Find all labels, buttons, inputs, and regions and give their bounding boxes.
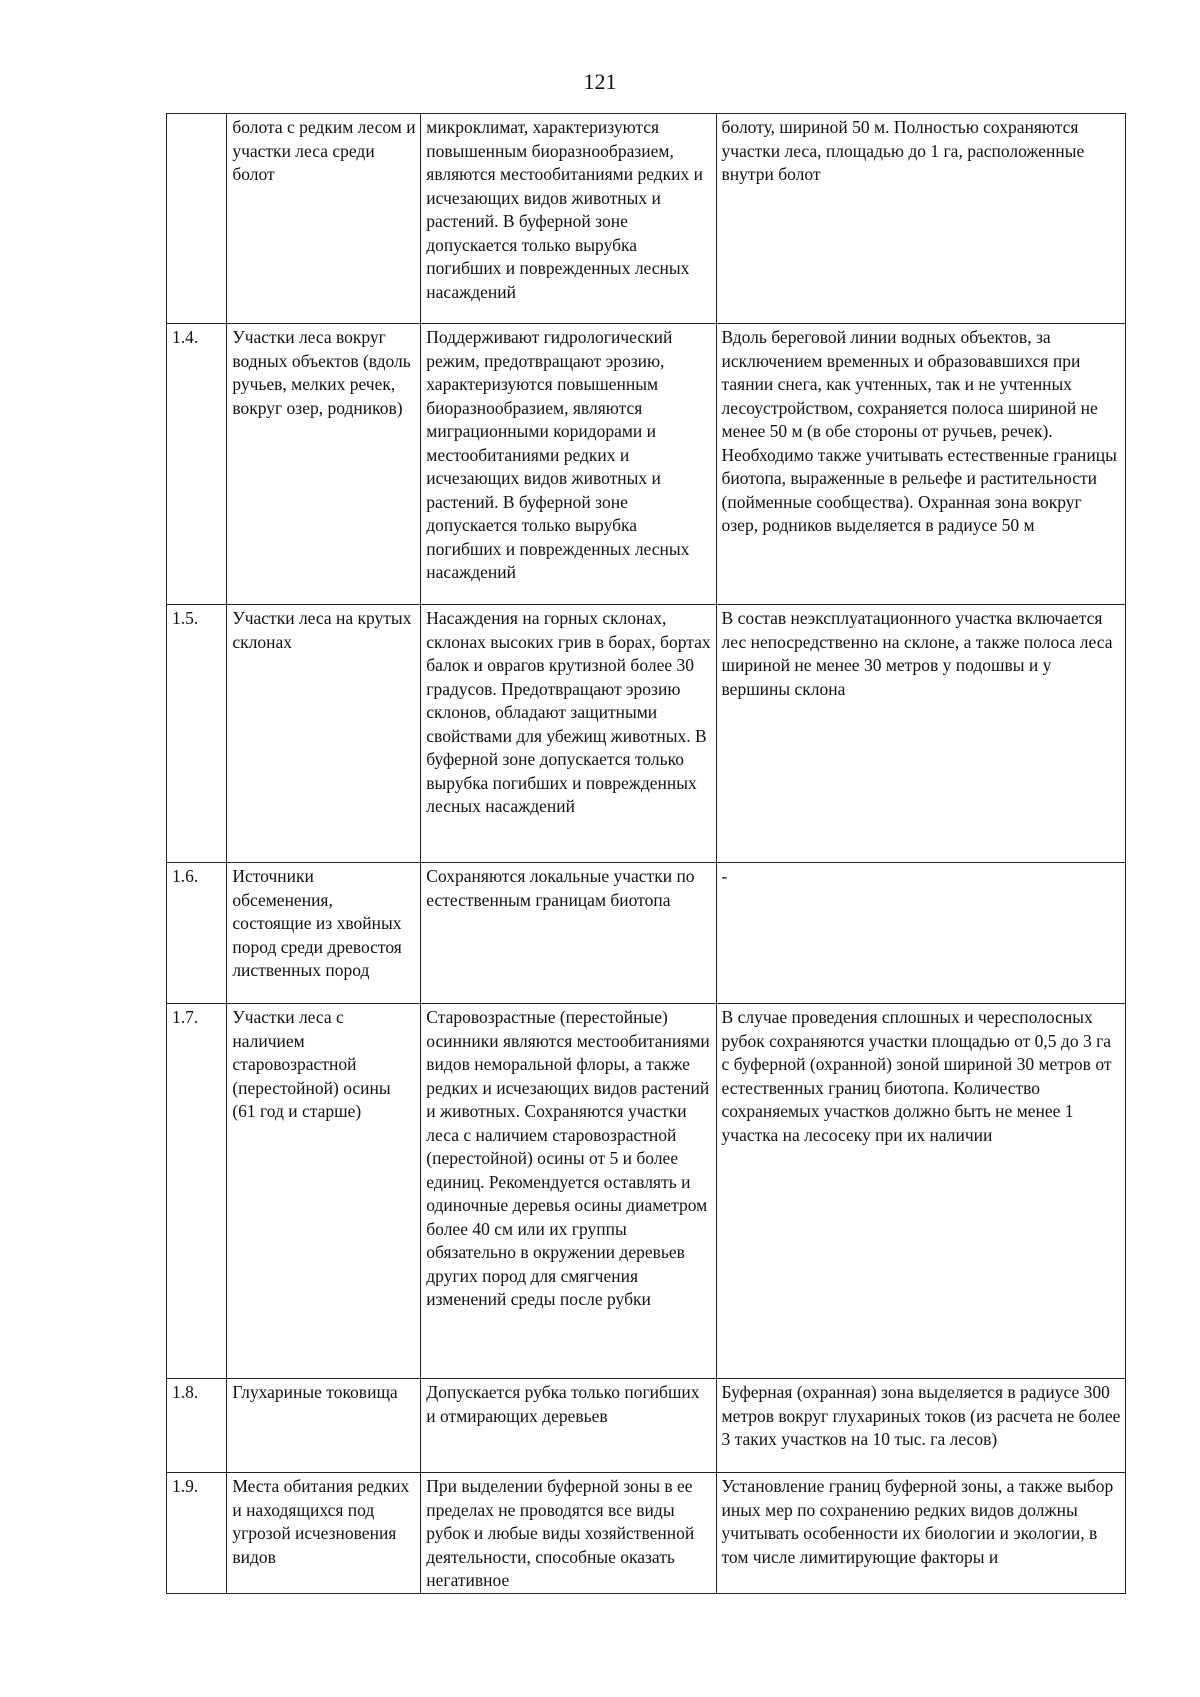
row-number: 1.8. <box>167 1379 227 1473</box>
table-row <box>167 1473 1126 1594</box>
object-name: Места обитания редких и находящихся под угрозой исчезновения видов <box>227 1473 421 1594</box>
table-row <box>167 324 1126 605</box>
object-description: Допускается рубка только погибших и отмирающих деревьев <box>421 1379 716 1473</box>
row-number: 1.4. <box>167 324 227 605</box>
page-number: 121 <box>583 69 617 94</box>
object-description: Сохраняются локальные участки по естественным границам биотопа <box>421 863 716 1004</box>
object-name: Источники обсеменения, состоящие из хвойных пород среди древостоя лиственных пород <box>227 863 421 1004</box>
preservation-measures: Буферная (охранная) зона выделяется в радиусе 300 метров вокруг глухариных токов (из расчета не более 3 таких участков на 10 тыс. га лесов) <box>716 1379 1125 1473</box>
row-number: 1.7. <box>167 1004 227 1379</box>
table-row <box>167 1379 1126 1473</box>
object-description: Старовозрастные (перестойные) осинники являются местообитаниями видов неморальной флоры, а также редких и исчезающих видов растений и животных. Сохраняются участки леса с наличием старовозрастной (перестойной) осины от 5 и более единиц. Рекомендуется оставлять и одиночные деревья осины диаметром более 40 см или их группы обязательно в окружении деревьев других пород для смягчения изменений среды после рубки <box>421 1004 716 1379</box>
object-name: Участки леса на крутых склонах <box>227 605 421 863</box>
object-description: микроклимат, характеризуются повышенным биоразнообразием, являются местообитаниями редких и исчезающих видов животных и растений. В буферной зоне допускается только вырубка погибших и поврежденных лесных насаждений <box>421 114 716 324</box>
preservation-measures: болоту, шириной 50 м. Полностью сохраняются участки леса, площадью до 1 га, расположенные внутри болот <box>716 114 1125 324</box>
row-number: 1.9. <box>167 1473 227 1594</box>
object-description: Насаждения на горных склонах, склонах высоких грив в борах, бортах балок и оврагов крутизной более 30 градусов. Предотвращают эрозию склонов, обладают защитными свойствами для убежищ животных. В буферной зоне допускается только вырубка погибших и поврежденных лесных насаждений <box>421 605 716 863</box>
table-row <box>167 863 1126 1004</box>
object-name: Участки леса вокруг водных объектов (вдоль ручьев, мелких речек, вокруг озер, родников) <box>227 324 421 605</box>
preservation-measures: В состав неэксплуатационного участка включается лес непосредственно на склоне, а также полоса леса шириной не менее 30 метров у подошвы и у вершины склона <box>716 605 1125 863</box>
preservation-measures: В случае проведения сплошных и чересполосных рубок сохраняются участки площадью от 0,5 до 3 га с буферной (охранной) зоной шириной 30 метров от естественных границ биотопа. Количество сохраняемых участков должно быть не менее 1 участка на лесосеку при их наличии <box>716 1004 1125 1379</box>
row-number <box>167 114 227 324</box>
object-name: болота с редким лесом и участки леса среди болот <box>227 114 421 324</box>
object-name: Глухариные токовища <box>227 1379 421 1473</box>
object-description: Поддерживают гидрологический режим, предотвращают эрозию, характеризуются повышенным биоразнообразием, являются миграционными коридорами и местообитаниями редких и исчезающих видов животных и растений. В буферной зоне допускается только вырубка погибших и поврежденных лесных насаждений <box>421 324 716 605</box>
preservation-measures: Установление границ буферной зоны, а также выбор иных мер по сохранению редких видов должны учитывать особенности их биологии и экологии, в том числе лимитирующие факторы и <box>716 1473 1125 1594</box>
row-number: 1.6. <box>167 863 227 1004</box>
preservation-measures: - <box>716 863 1125 1004</box>
table-row <box>167 114 1126 324</box>
row-number: 1.5. <box>167 605 227 863</box>
measures-table <box>166 113 1126 1594</box>
table-row <box>167 605 1126 863</box>
object-name: Участки леса с наличием старовозрастной (перестойной) осины (61 год и старше) <box>227 1004 421 1379</box>
table-row <box>167 1004 1126 1379</box>
object-description: При выделении буферной зоны в ее пределах не проводятся все виды рубок и любые виды хозяйственной деятельности, способные оказать негативное <box>421 1473 716 1594</box>
preservation-measures: Вдоль береговой линии водных объектов, за исключением временных и образовавшихся при таянии снега, как учтенных, так и не учтенных лесоустройством, сохраняется полоса шириной не менее 50 м (в обе стороны от ручьев, речек). Необходимо также учитывать естественные границы биотопа, выраженные в рельефе и растительности (пойменные сообщества). Охранная зона вокруг озер, родников выделяется в радиусе 50 м <box>716 324 1125 605</box>
